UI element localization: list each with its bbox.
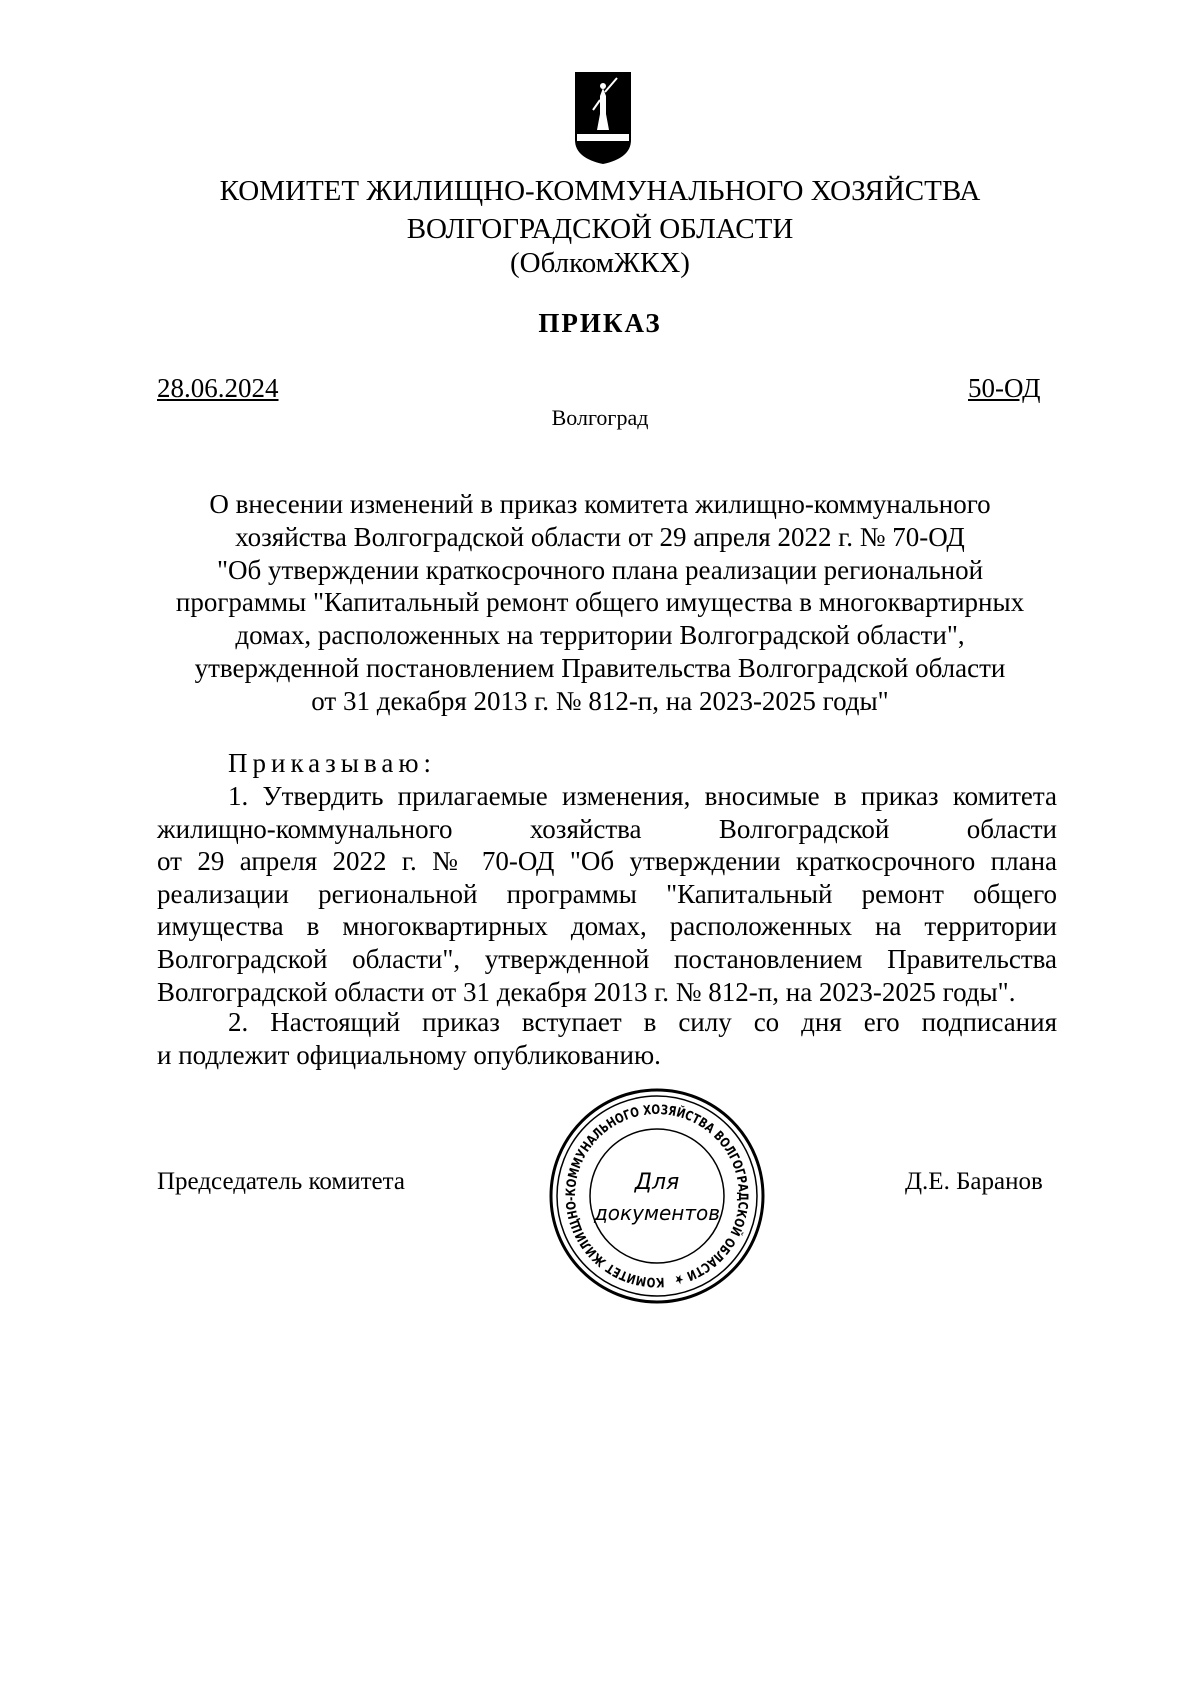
signatory-position: Председатель комитета	[157, 1168, 405, 1195]
subject-line: от 31 декабря 2013 г. № 812-п, на 2023-2025 годы"	[311, 685, 889, 716]
paragraph-line: Волгоградской области", утвержденной постановлением Правительства	[157, 943, 1057, 974]
paragraph-2	[157, 1006, 1057, 1071]
issuer-abbreviation: (ОблкомЖКХ)	[510, 247, 690, 279]
subject-line: программы "Капитальный ремонт общего имущества в многоквартирных	[175, 587, 1025, 618]
paragraph-line: имущества в многоквартирных домах, расположенных на территории	[157, 911, 1057, 942]
paragraph-line: Волгоградской области от 31 декабря 2013 г. № 812-п, на 2023-2025 годы".	[157, 976, 1016, 1007]
signatory-name: Д.Е. Баранов	[905, 1168, 1043, 1195]
subject-line: домах, расположенных на территории Волгоградской области",	[235, 620, 965, 651]
official-seal-stamp	[546, 1085, 768, 1307]
seal-center-line2: документов	[593, 1201, 721, 1225]
paragraph-line: реализации региональной программы "Капитальный ремонт общего	[157, 878, 1057, 909]
document-number: 50-ОД	[968, 373, 1041, 403]
subject-line: утвержденной постановлением Правительства Волгоградской области	[194, 652, 1006, 683]
document-subject	[140, 488, 1060, 718]
paragraph-line: 1. Утвердить прилагаемые изменения, вносимые в приказ комитета	[228, 781, 1057, 811]
paragraph-line: и подлежит официальному опубликованию.	[157, 1039, 661, 1070]
paragraph-line: от 29 апреля 2022 г. № 70-ОД "Об утверждении краткосрочного плана	[157, 846, 1057, 877]
order-word: Приказываю:	[228, 748, 436, 778]
paragraph-1	[157, 780, 1057, 1008]
subject-line: "Об утверждении краткосрочного плана реализации региональной	[216, 554, 984, 585]
subject-line: хозяйства Волгоградской области от 29 апреля 2022 г. № 70-ОД	[235, 521, 965, 552]
seal-center-line1: Для	[634, 1170, 680, 1195]
subject-line: О внесении изменений в приказ комитета жилищно-коммунального	[209, 489, 991, 519]
issuer-name-line2: ВОЛГОГРАДСКОЙ ОБЛАСТИ	[406, 213, 794, 245]
document-date: 28.06.2024	[157, 373, 279, 403]
volgograd-coat-of-arms-icon	[573, 70, 633, 166]
paragraph-line: жилищно-коммунального хозяйства Волгоградской области	[157, 813, 1057, 844]
paragraph-line: 2. Настоящий приказ вступает в силу со дня его подписания	[228, 1007, 1057, 1037]
seal-ring-text: КОМИТЕТ ЖИЛИЩНО-КОММУНАЛЬНОГО ХОЗЯЙСТВА ВОЛГОГРАДСКОЙ ОБЛАСТИ ★	[563, 1102, 751, 1290]
document-city: Волгоград	[551, 405, 649, 430]
document-type: ПРИКАЗ	[538, 308, 662, 338]
issuer-name-line1: КОМИТЕТ ЖИЛИЩНО-КОММУНАЛЬНОГО ХОЗЯЙСТВА	[219, 175, 981, 207]
